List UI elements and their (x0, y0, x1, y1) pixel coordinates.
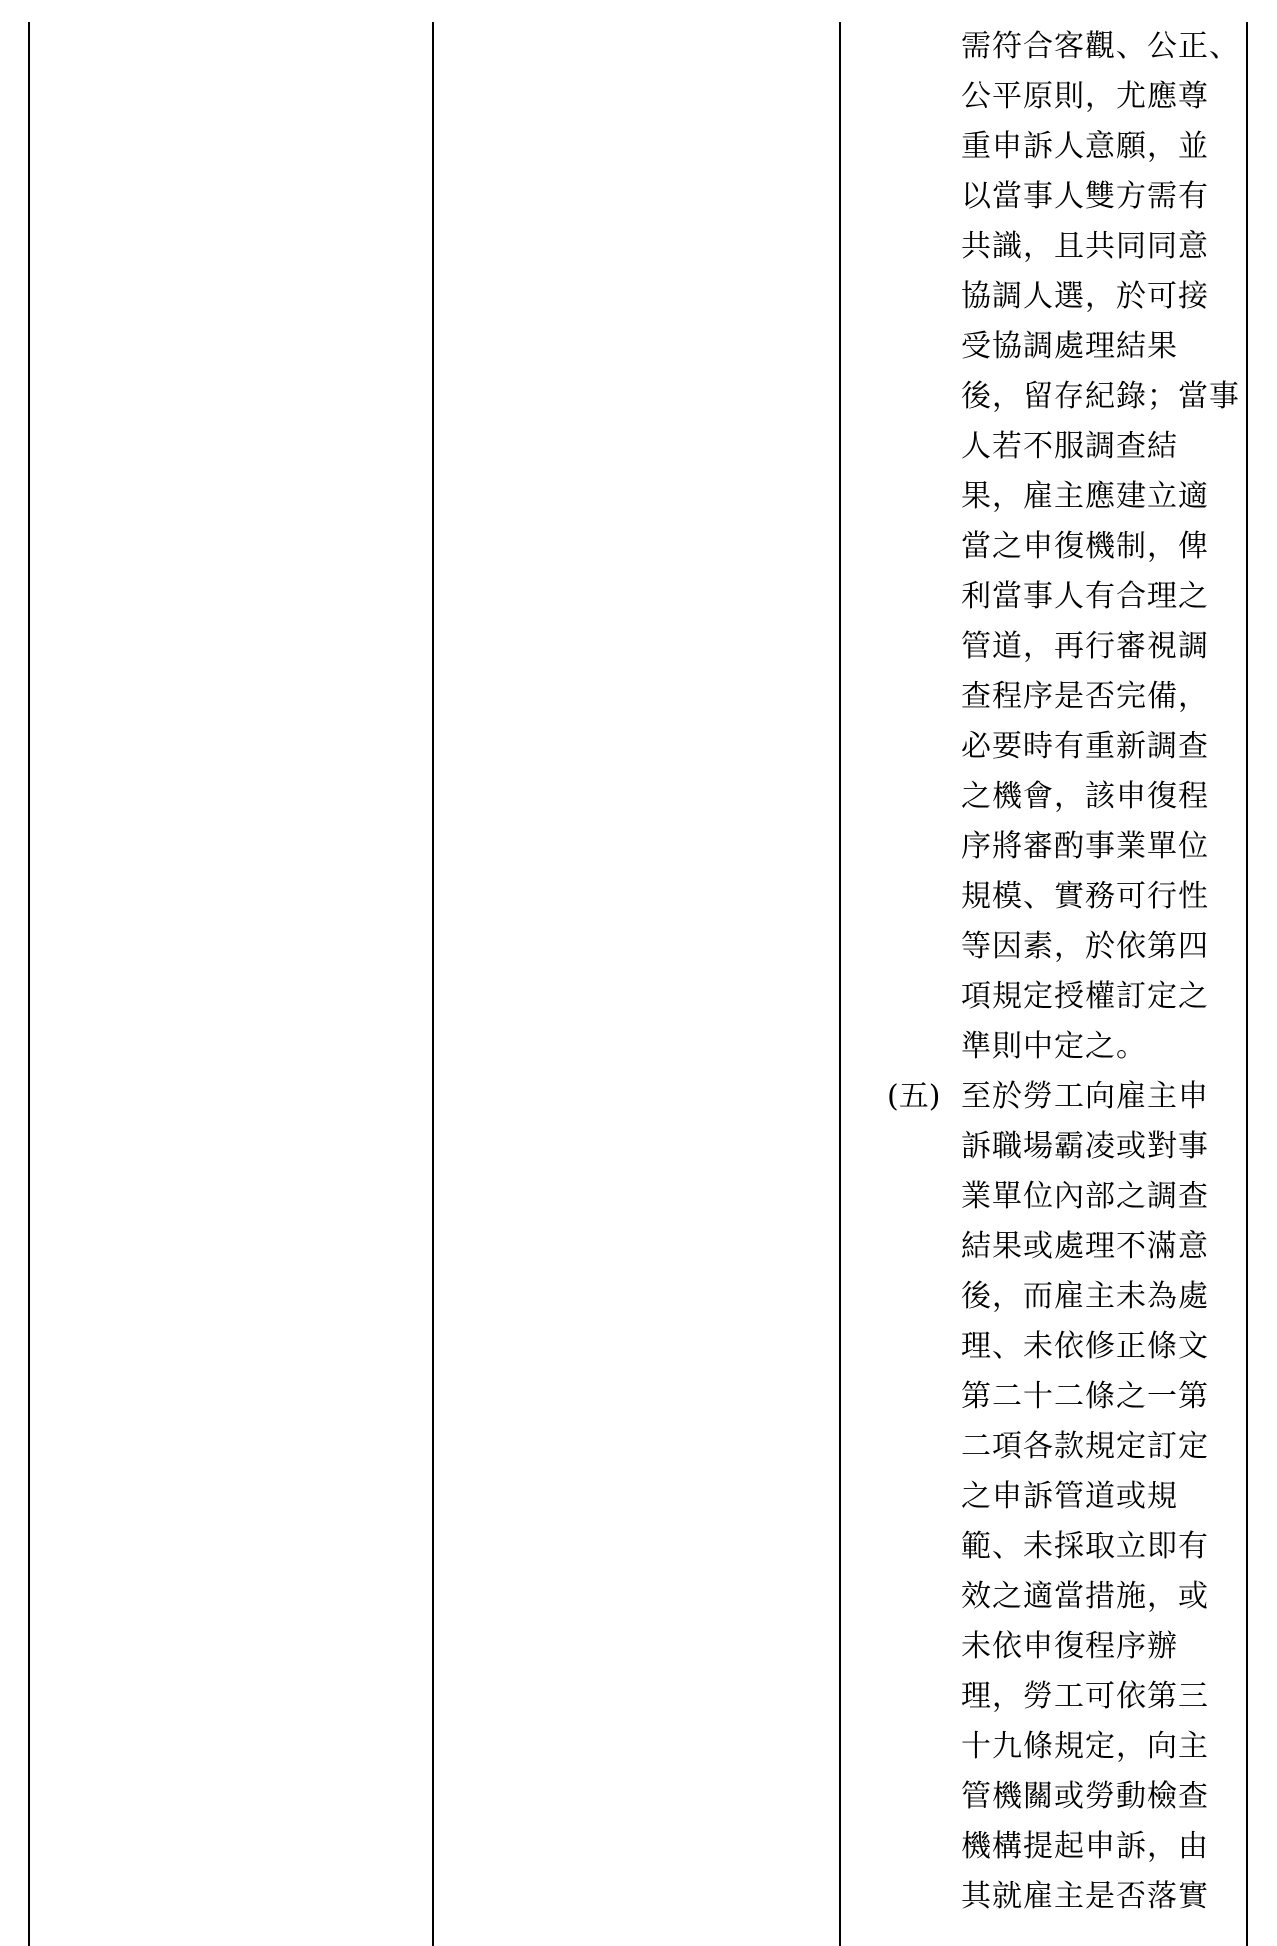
text-line: 受協調處理結果 (961, 329, 1178, 364)
text-line: 理，勞工可依第三 (961, 1679, 1209, 1714)
text-line: 果，雇主應建立適 (961, 479, 1209, 514)
text-line: 等因素，於依第四 (961, 929, 1209, 964)
text-line: 第二十二條之一第 (961, 1379, 1209, 1414)
text-line: 至於勞工向雇主申 (961, 1079, 1209, 1114)
table-border-left (28, 22, 30, 1946)
text-line: 之申訴管道或規 (961, 1479, 1178, 1514)
text-line: 理、未依修正條文 (961, 1329, 1209, 1364)
text-line: 結果或處理不滿意 (961, 1229, 1209, 1264)
text-line: 機構提起申訴，由 (961, 1829, 1209, 1864)
text-line: 二項各款規定訂定 (961, 1429, 1209, 1464)
text-line: 業單位內部之調查 (961, 1179, 1209, 1214)
text-line: 準則中定之。 (961, 1029, 1147, 1064)
text-line: 訴職場霸凌或對事 (961, 1129, 1209, 1164)
text-line: 管機關或勞動檢查 (961, 1779, 1209, 1814)
text-line: 利當事人有合理之 (961, 579, 1209, 614)
text-line: 公平原則，尤應尊 (961, 79, 1209, 114)
text-line: 規模、實務可行性 (961, 879, 1209, 914)
text-line: 序將審酌事業單位 (961, 829, 1209, 864)
text-line: 十九條規定，向主 (961, 1729, 1209, 1764)
table-border-right (1246, 22, 1248, 1946)
table-divider-1 (432, 22, 434, 1946)
text-line: 其就雇主是否落實 (961, 1879, 1209, 1914)
text-line: 以當事人雙方需有 (961, 179, 1209, 214)
text-line: 當之申復機制，俾 (961, 529, 1209, 564)
text-line: 人若不服調查結 (961, 429, 1178, 464)
text-line: 範、未採取立即有 (961, 1529, 1209, 1564)
text-line: 之機會，該申復程 (961, 779, 1209, 814)
text-line: 必要時有重新調查 (961, 729, 1209, 764)
text-line: 協調人選，於可接 (961, 279, 1209, 314)
item-number-marker: (五) (887, 1079, 941, 1114)
text-line: 重申訴人意願，並 (961, 129, 1209, 164)
text-line: 後，留存紀錄；當事 (961, 379, 1240, 414)
text-line: 項規定授權訂定之 (961, 979, 1209, 1014)
text-line: 後，而雇主未為處 (961, 1279, 1209, 1314)
text-line: 未依申復程序辦 (961, 1629, 1178, 1664)
text-line: 共識，且共同同意 (961, 229, 1209, 264)
text-line: 效之適當措施，或 (961, 1579, 1209, 1614)
text-line: 管道，再行審視調 (961, 629, 1209, 664)
text-line: 需符合客觀、公正、 (961, 29, 1240, 64)
explanation-column (841, 22, 1246, 1946)
text-line: 查程序是否完備， (961, 679, 1209, 714)
